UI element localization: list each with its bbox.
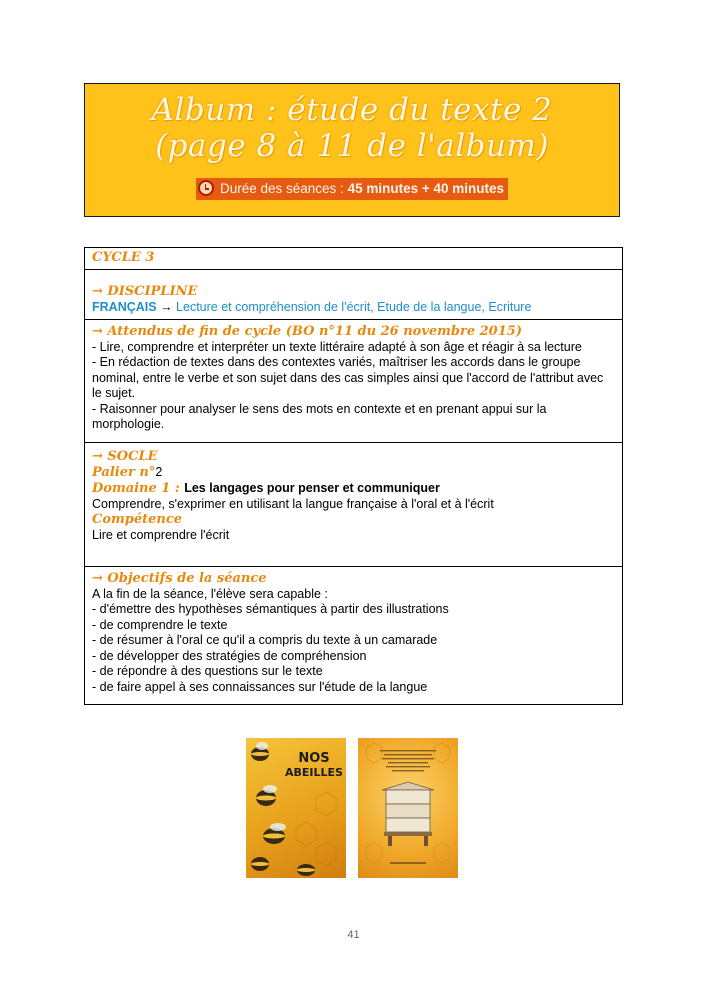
attendus-item: - Raisonner pour analyser le sens des mots en contexte et en prenant appui sur la morphologie. [92,401,547,431]
objectif-item: - de résumer à l'oral ce qu'il a compris du texte à un camarade [92,633,438,647]
beehive-illustration [358,738,458,878]
book-title-line2: ABEILLES [285,766,343,779]
attendus-item: - Lire, comprendre et interpréter un texte littéraire adapté à son âge et réagir à sa lecture [92,339,582,354]
domaine-value: Les langages pour penser et communiquer [184,480,440,495]
row-attendus [85,319,623,442]
cycle-label: CYCLE 3 [92,250,155,265]
domaine-label: Domaine 1 : [92,480,185,496]
duration-badge [196,178,508,200]
book-back-cover [358,738,458,878]
book-title-line1: NOS [298,751,330,766]
row-socle [85,442,623,566]
page-number: 41 [347,929,360,941]
socle-heading: → SOCLE [92,448,158,464]
page-title: Album : étude du texte 2 [151,92,553,128]
objectif-item: - d'émettre des hypothèses sémantiques à partir des illustrations [92,602,449,616]
attendus-heading: → Attendus de fin de cycle (BO n°11 du 26 novembre 2015) [92,323,522,339]
objectif-item: - de répondre à des questions sur le texte [92,664,323,678]
objectifs-intro: A la fin de la séance, l'élève sera capable : [92,586,328,601]
row-objectifs [85,566,623,704]
book-title [284,752,344,780]
title-banner [84,83,620,217]
competence-label: Compétence [92,512,183,527]
book-front-cover [246,738,346,878]
book-covers [246,738,461,878]
discipline-subject: FRANÇAIS [92,300,157,314]
discipline-domains: Lecture et compréhension de l'écrit, Etude de la langue, Ecriture [176,300,532,314]
row-discipline [85,270,623,320]
bee-icon [251,857,269,871]
beehive-icon [382,782,434,846]
palier-label: Palier n° [92,464,156,480]
objectifs-heading: → Objectifs de la séance [92,570,267,586]
discipline-heading: → DISCIPLINE [92,284,198,299]
objectif-item: - de développer des stratégies de compréhension [92,648,367,663]
domaine-description: Comprendre, s'exprimer en utilisant la langue française à l'oral et à l'écrit [92,496,494,511]
lesson-table [84,247,623,705]
competence-value: Lire et comprendre l'écrit [92,528,230,542]
clock-icon [198,180,214,196]
discipline-arrow: → [156,300,177,314]
bee-icon [256,785,277,806]
row-cycle [85,248,623,270]
bee-icon [263,823,286,844]
duration-label: Durée des séances : [219,181,348,196]
objectif-item: - de faire appel à ses connaissances sur l'étude de la langue [92,679,428,694]
page-subtitle: (page 8 à 11 de l'album) [155,128,549,164]
objectif-item: - de comprendre le texte [92,617,228,632]
palier-value: 2 [155,464,163,479]
attendus-item: - En rédaction de textes dans des contextes variés, maîtriser les accords dans le groupe nominal, entre le verbe et son sujet dans des cas simples ainsi que l'accord de l'attribut avec le sujet. [92,355,604,400]
duration-value: 45 minutes + 40 minutes [347,181,504,196]
bee-icon [251,742,269,761]
bee-icon [297,864,315,876]
